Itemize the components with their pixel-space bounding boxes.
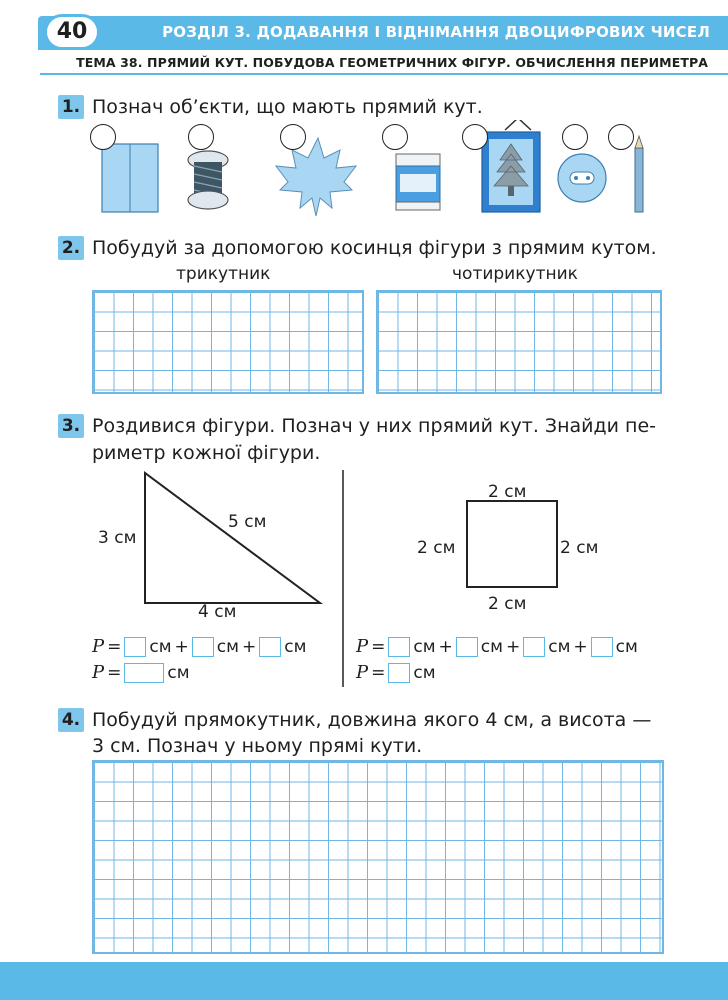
grid-quadrilateral[interactable]	[376, 290, 662, 394]
section-title: РОЗДІЛ 3. ДОДАВАННЯ І ВІДНІМАННЯ ДВОЦИФРОВИХ ЧИСЕЛ	[162, 23, 710, 41]
page-footer-bar	[0, 962, 728, 1000]
answer-circle-spool[interactable]	[188, 124, 214, 150]
formula-p: P	[356, 636, 369, 657]
formula-unit: см	[480, 636, 503, 657]
task-2-number: 2.	[58, 236, 84, 260]
spool-icon	[188, 151, 228, 209]
triangle-formula-total	[92, 662, 190, 683]
formula-plus: +	[505, 636, 521, 657]
formula-plus: +	[241, 636, 257, 657]
formula-p: P	[92, 662, 105, 683]
formula-unit: см	[284, 636, 307, 657]
answer-circle-button[interactable]	[562, 124, 588, 150]
answer-box[interactable]	[124, 637, 146, 657]
topic-title: ТЕМА 38. ПРЯМИЙ КУТ. ПОБУДОВА ГЕОМЕТРИЧНИХ ФІГУР. ОБЧИСЛЕННЯ ПЕРИМЕТРА	[76, 55, 708, 70]
formula-plus: +	[573, 636, 588, 657]
task-4-number: 4.	[58, 708, 84, 732]
formula-unit: см	[548, 636, 571, 657]
task-4-text-line1: Побудуй прямокутник, довжина якого 4 см, а висота —	[92, 709, 652, 731]
jar-icon	[396, 154, 440, 210]
pencil-icon	[635, 136, 643, 212]
formula-equals: =	[371, 662, 386, 683]
task-4-text-line2: 3 см. Познач у ньому прямі кути.	[92, 735, 423, 757]
task-1-objects	[90, 120, 670, 220]
label-triangle: трикутник	[176, 264, 271, 284]
task-3-text-line1: Роздивися фігури. Познач у них прямий кут. Знайди пе-	[92, 415, 656, 437]
picture-frame-icon	[482, 120, 540, 212]
formula-equals: =	[107, 662, 122, 683]
formula-plus: +	[438, 636, 453, 657]
answer-box-total[interactable]	[124, 663, 164, 683]
formula-p: P	[356, 662, 369, 683]
answer-box[interactable]	[259, 637, 281, 657]
answer-box-total[interactable]	[388, 663, 410, 683]
square-side-bottom: 2 см	[488, 594, 527, 614]
maple-leaf-icon	[276, 138, 356, 216]
grid-rectangle[interactable]	[92, 760, 664, 954]
task-2-text: Побудуй за допомогою косинця фігури з прямим кутом.	[92, 237, 657, 259]
formula-plus: +	[174, 636, 189, 657]
square-side-left: 2 см	[417, 538, 456, 558]
button-icon	[558, 154, 606, 202]
task-3-number: 3.	[58, 414, 84, 438]
task-1-number: 1.	[58, 95, 84, 119]
answer-box[interactable]	[388, 637, 410, 657]
card-icon	[102, 144, 158, 212]
formula-p: P	[92, 636, 105, 657]
answer-box[interactable]	[192, 637, 214, 657]
triangle-side-left: 3 см	[98, 528, 137, 548]
answer-circle-frame[interactable]	[462, 124, 488, 150]
answer-circle-jar[interactable]	[382, 124, 408, 150]
answer-box[interactable]	[456, 637, 478, 657]
triangle-side-hypotenuse: 5 см	[228, 512, 267, 532]
square-formula-sum	[356, 636, 638, 657]
formula-unit: см	[615, 636, 638, 657]
formula-unit: см	[413, 636, 436, 657]
task-1-text: Познач об’єкти, що мають прямий кут.	[92, 96, 483, 118]
formula-unit: см	[216, 636, 239, 657]
formula-unit: см	[413, 662, 436, 683]
formula-unit: см	[149, 636, 172, 657]
page-number: 40	[44, 14, 100, 50]
task-3-figures	[90, 465, 670, 695]
task-3-text-line2: риметр кожної фігури.	[92, 442, 321, 464]
triangle-formula-sum	[92, 636, 306, 657]
formula-equals: =	[107, 636, 122, 657]
answer-box[interactable]	[591, 637, 613, 657]
answer-circle-leaf[interactable]	[280, 124, 306, 150]
grid-triangle[interactable]	[92, 290, 364, 394]
square-formula-total	[356, 662, 436, 683]
square-side-right: 2 см	[560, 538, 599, 558]
formula-equals: =	[371, 636, 386, 657]
square-side-top: 2 см	[488, 482, 527, 502]
label-quadrilateral: чотирикутник	[452, 264, 578, 284]
topic-underline	[40, 73, 728, 75]
triangle-side-bottom: 4 см	[198, 602, 237, 622]
formula-unit: см	[167, 662, 190, 683]
answer-circle-card[interactable]	[90, 124, 116, 150]
answer-box[interactable]	[523, 637, 545, 657]
answer-circle-pencil[interactable]	[608, 124, 634, 150]
